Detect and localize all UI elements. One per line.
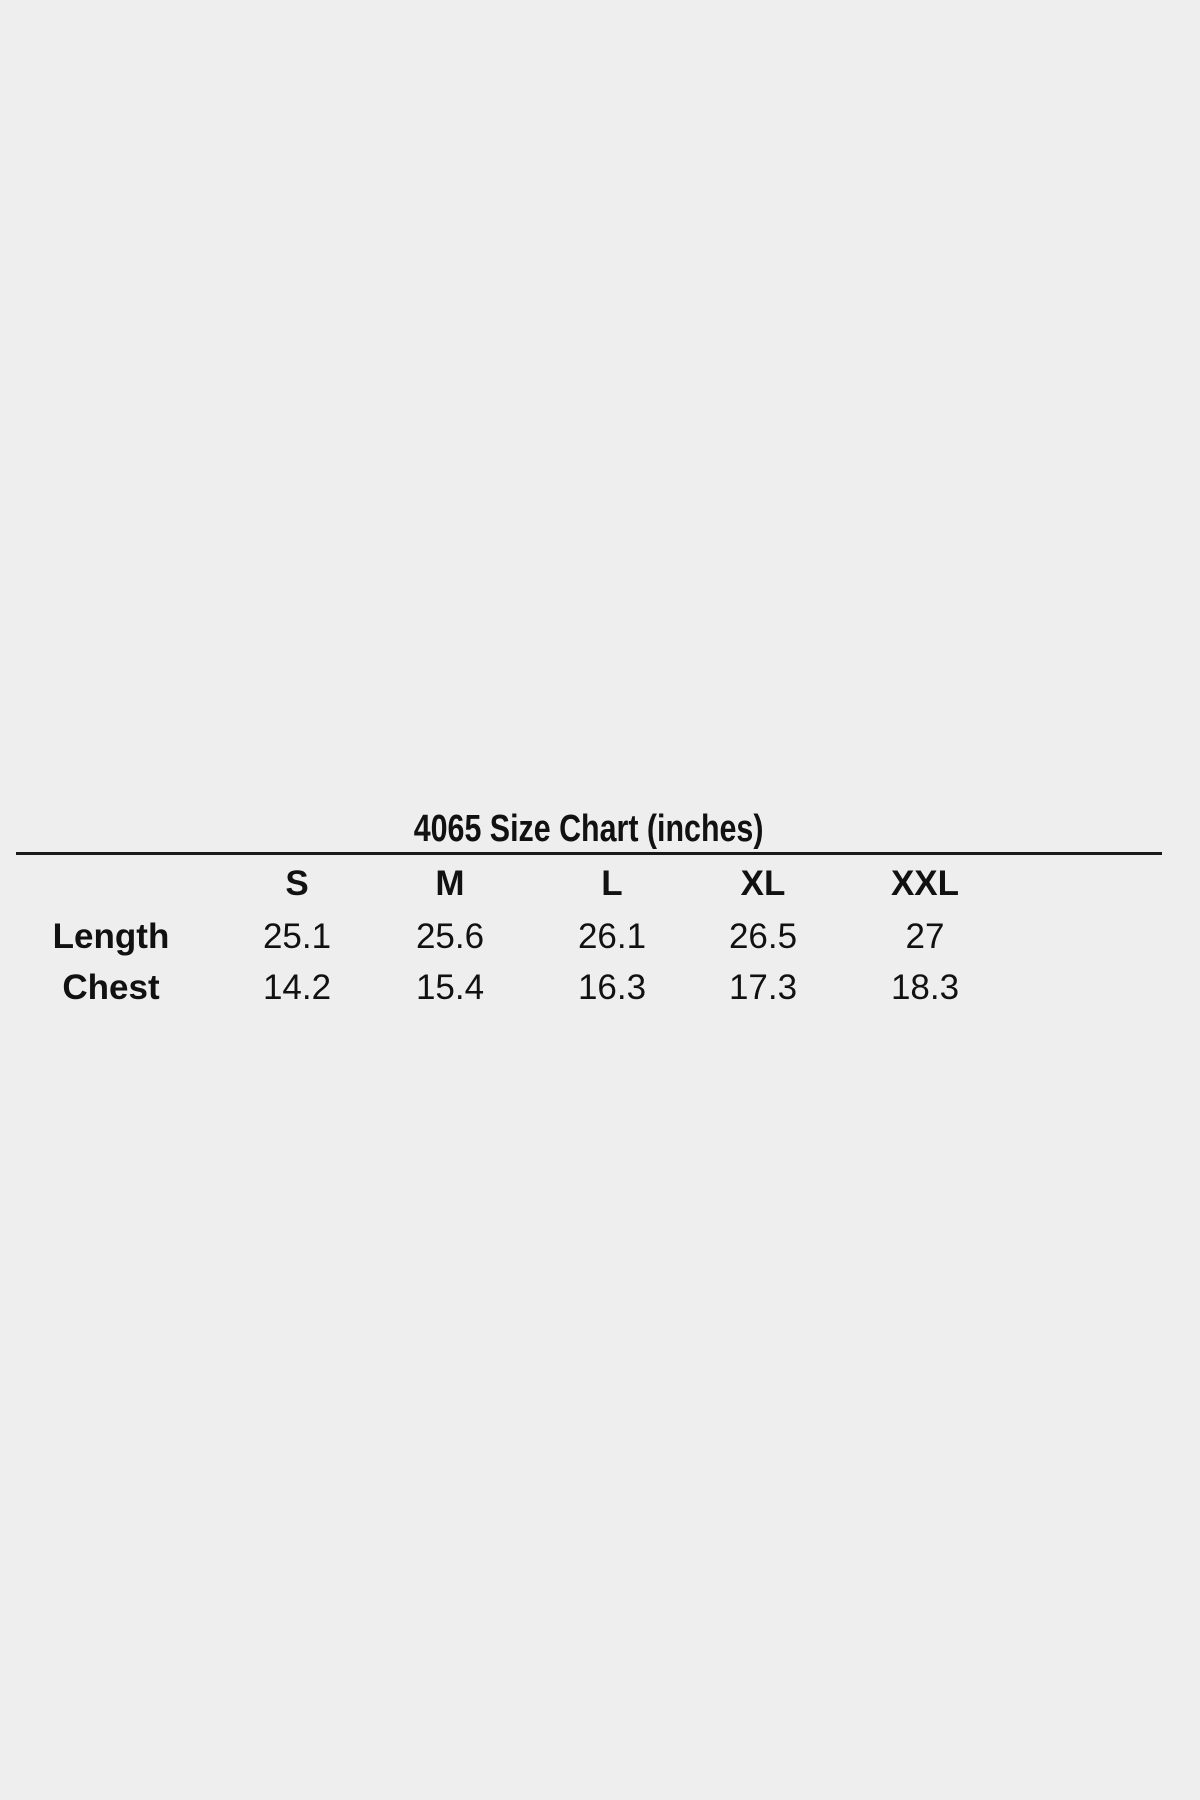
- cell-chest-s: 14.2: [262, 968, 332, 1007]
- cell-chest-xl: 17.3: [728, 968, 798, 1007]
- title-divider-line: [16, 852, 1162, 855]
- size-chart-title: 4065 Size Chart (inches): [414, 808, 764, 850]
- cell-length-s: 25.1: [262, 917, 332, 956]
- cell-length-xxl: 27: [905, 917, 945, 956]
- column-header-xxl: XXL: [890, 864, 960, 903]
- column-header-s: S: [285, 864, 309, 903]
- row-label-length: Length: [52, 917, 170, 956]
- cell-chest-l: 16.3: [577, 968, 647, 1007]
- cell-length-l: 26.1: [577, 917, 647, 956]
- column-header-m: M: [435, 864, 465, 903]
- cell-chest-m: 15.4: [415, 968, 485, 1007]
- column-header-l: L: [601, 864, 623, 903]
- column-header-xl: XL: [740, 864, 786, 903]
- cell-length-xl: 26.5: [728, 917, 798, 956]
- row-label-chest: Chest: [62, 968, 160, 1007]
- cell-chest-xxl: 18.3: [890, 968, 960, 1007]
- cell-length-m: 25.6: [415, 917, 485, 956]
